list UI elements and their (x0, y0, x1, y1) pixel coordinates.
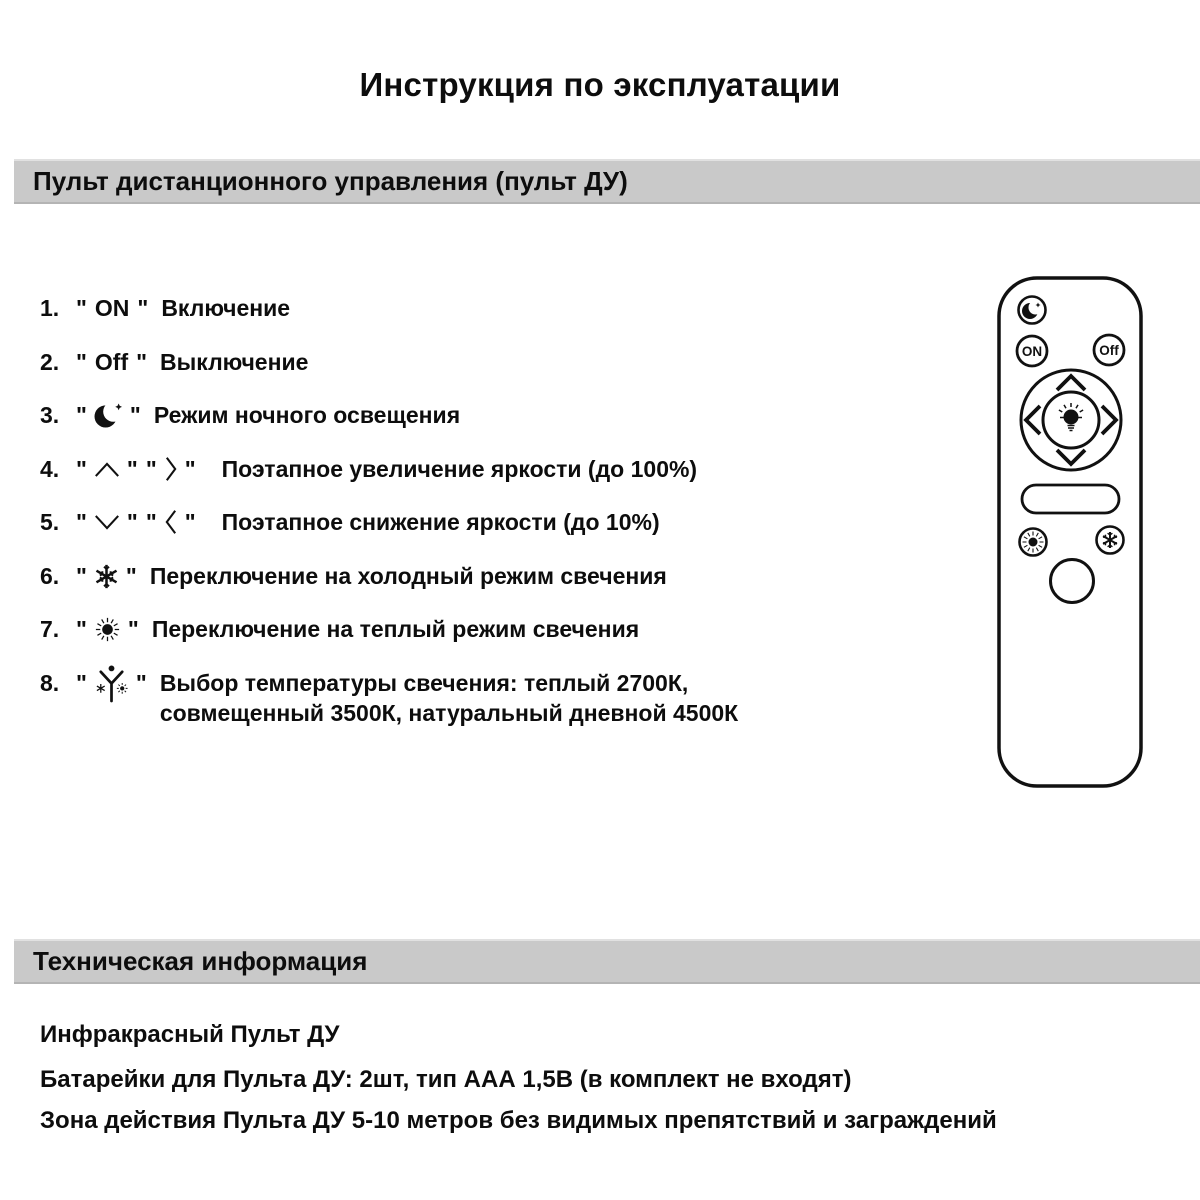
chevron-up-icon (93, 459, 121, 480)
list-item (40, 561, 667, 591)
item-token: " (145, 455, 157, 482)
section-header: Техническая информация (33, 946, 368, 976)
item-number: 8. (40, 670, 60, 696)
item-number: 4. (40, 455, 60, 482)
item-description: Поэтапное увеличение яркости (до 100%) (221, 456, 698, 482)
item-token: " (184, 508, 196, 535)
item-token: " (76, 508, 87, 535)
snowflake-icon (93, 563, 120, 590)
section-header: Пульт дистанционного управления (пульт ДУ) (33, 166, 628, 196)
section-bar-tech (14, 939, 1200, 984)
item-description: Режим ночного освещения (153, 402, 461, 428)
tech-info-line: Зона действия Пульта ДУ 5-10 метров без видимых препятствий и заграждений (40, 1107, 997, 1134)
item-token: " (184, 455, 196, 482)
item-token: " (137, 294, 149, 321)
item-description: Включение (161, 295, 291, 321)
item-number: 5. (40, 508, 60, 535)
item-token: " (125, 562, 137, 589)
tech-info-line: Инфракрасный Пульт ДУ (40, 1021, 340, 1048)
remote-warm-button (1020, 529, 1047, 556)
item-number: 2. (40, 348, 60, 375)
item-token: Off (94, 348, 129, 375)
chevron-right-icon (163, 455, 179, 483)
list-item (40, 400, 460, 430)
item-number: 6. (40, 562, 60, 589)
item-number: 1. (40, 294, 60, 321)
list-item (40, 293, 290, 323)
list-item (40, 614, 639, 644)
list-item (40, 347, 308, 377)
item-token: " (145, 508, 157, 535)
sun-icon (93, 615, 122, 644)
item-description: Переключение на теплый режим свечения (151, 616, 640, 642)
item-description: Поэтапное снижение яркости (до 10%) (221, 509, 660, 535)
off-button-label: Off (1099, 343, 1119, 358)
chevron-left-icon (163, 508, 179, 536)
item-token: " (136, 348, 148, 375)
item-token: " (76, 348, 87, 375)
item-token: " (76, 401, 87, 428)
list-item (40, 454, 697, 484)
item-token: " (76, 562, 87, 589)
item-token: " (76, 455, 87, 482)
item-token: " (135, 670, 147, 696)
item-description: Выключение (160, 349, 309, 375)
item-token: " (76, 294, 87, 321)
list-item (40, 668, 738, 728)
chevron-down-icon (93, 512, 121, 533)
page-title: Инструкция по эксплуатации (359, 66, 841, 103)
item-description: Переключение на холодный режим свечения (149, 563, 667, 589)
item-number: 7. (40, 615, 60, 642)
on-button-label: ON (1021, 344, 1043, 359)
moon-star-icon (93, 402, 124, 429)
remote-control-figure (997, 276, 1143, 788)
temp-select-icon (93, 662, 130, 703)
item-number: 3. (40, 401, 60, 428)
item-token: " (129, 401, 141, 428)
section-bar-remote (14, 159, 1200, 204)
item-token: " (76, 615, 87, 642)
item-description: Выбор температуры свечения: теплый 2700К, совмещенный 3500К, натуральный дневной 4500К (159, 670, 739, 726)
item-token: ON (94, 294, 130, 321)
tech-info-line: Батарейки для Пульта ДУ: 2шт, тип ААА 1,5В (в комплект не входят) (40, 1066, 852, 1093)
item-token: " (126, 455, 138, 482)
item-token: " (126, 508, 138, 535)
item-token: " (76, 670, 87, 696)
list-item (40, 507, 660, 537)
item-token: " (127, 615, 139, 642)
